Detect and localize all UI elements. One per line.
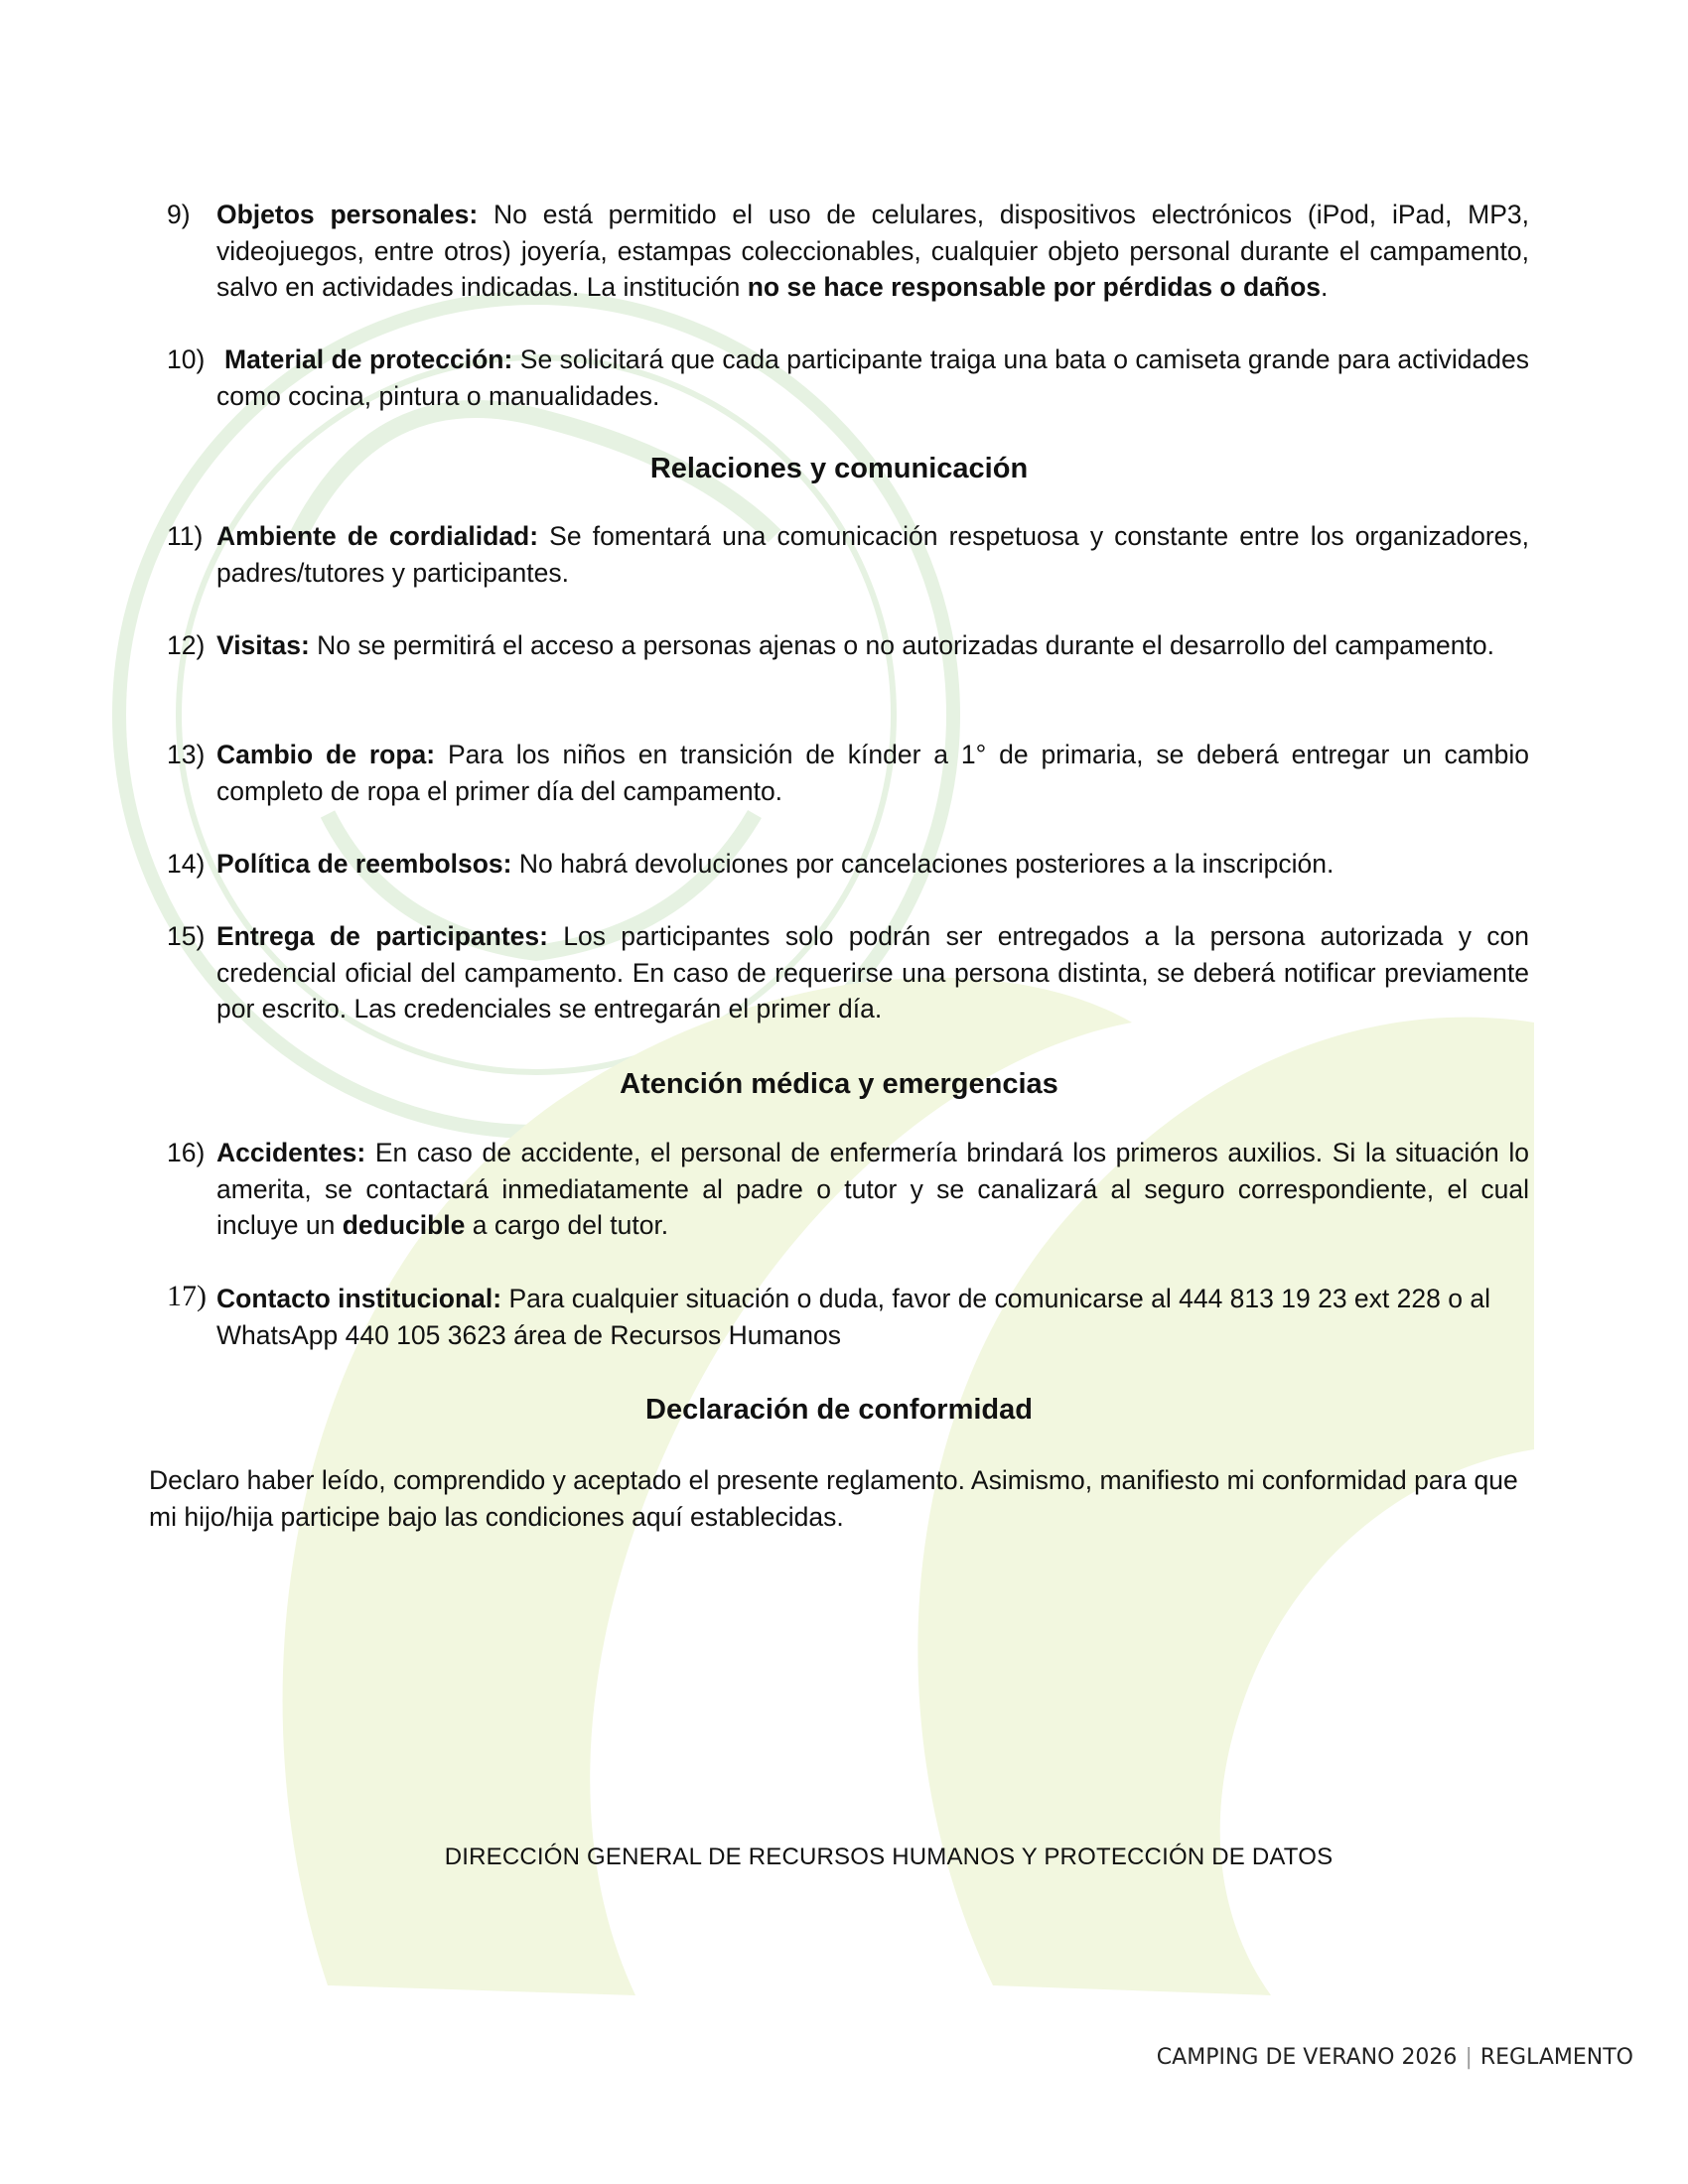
item-title: Visitas: [216, 630, 310, 660]
declaration-paragraph: Declaro haber leído, comprendido y aceptado el presente reglamento. Asimismo, manifiesto mi conformidad para que mi hijo/hija participe bajo las condiciones aquí establecidas. [149, 1465, 1518, 1532]
item-title: Política de reembolsos: [216, 849, 512, 879]
item-body: No habrá devoluciones por cancelaciones posteriores a la inscripción. [511, 849, 1335, 879]
item-number: 17) [167, 1280, 207, 1312]
rule-item-10 [167, 341, 1529, 414]
item-text [216, 737, 1529, 809]
footer-title: CAMPING DE VERANO 2026 [1156, 2045, 1458, 2070]
rule-item-9 [167, 197, 1529, 306]
item-text [216, 627, 1529, 664]
item-text [216, 918, 1529, 1027]
item-text [216, 341, 1529, 414]
item-title: Objetos personales: [216, 200, 479, 229]
item-body: En caso de accidente, el personal de enfermería brindará los primeros auxilios. Si la situación lo amerita, se contactará inmediatamente al padre o tutor y se canalizará al seguro correspondiente, el cual incluye un [216, 1138, 1529, 1240]
item-title: Accidentes: [216, 1138, 366, 1167]
rule-item-16 [167, 1135, 1529, 1244]
item-title: Contacto institucional: [216, 1284, 502, 1313]
department-name: DIRECCIÓN GENERAL DE RECURSOS HUMANOS Y PROTECCIÓN DE DATOS [444, 1843, 1334, 1870]
section-heading-relaciones: Relaciones y comunicación [649, 453, 1029, 484]
rule-item-11 [167, 518, 1529, 591]
item-title: Material de protección: [224, 344, 513, 374]
item-emphasis: no se hace responsable por pérdidas o daños [747, 272, 1322, 302]
item-body: Para cualquier situación o duda, favor de comunicarse al 444 813 19 23 ext 228 o al WhatsApp 440 105 3623 área de Recursos Humanos [216, 1284, 1490, 1350]
item-text [216, 1135, 1529, 1244]
item-number: 11) [167, 521, 204, 551]
item-number: 10) [167, 344, 206, 374]
item-number: 12) [167, 630, 206, 660]
rule-item-13 [167, 737, 1529, 809]
item-body: Se solicitará que cada participante traiga una bata o camiseta grande para actividades como cocina, pintura o manualidades. [216, 344, 1529, 411]
item-text [216, 1281, 1529, 1353]
item-title: Cambio de ropa: [216, 740, 436, 769]
item-title: Ambiente de cordialidad: [216, 521, 539, 551]
item-text [216, 846, 1529, 883]
item-number: 14) [167, 849, 206, 879]
section-heading-atencion: Atención médica y emergencias [620, 1068, 1058, 1100]
page-footer [1157, 2043, 1633, 2073]
item-body: Los participantes solo podrán ser entregados a la persona autorizada y con credencial oficial del campamento. En caso de requerirse una persona distinta, se deberá notificar previamente por escrito. Las credenciales se entregarán el primer día. [216, 921, 1530, 1024]
rule-item-12 [167, 627, 1529, 664]
item-body: . [1321, 272, 1329, 302]
item-emphasis: deducible [342, 1210, 466, 1240]
item-number: 13) [167, 740, 206, 769]
footer-separator: | [1465, 2045, 1473, 2070]
item-text [216, 197, 1529, 306]
item-body: Para los niños en transición de kínder a 1° de primaria, se deberá entregar un cambio completo de ropa el primer día del campamento. [216, 740, 1529, 806]
item-body: No se permitirá el acceso a personas ajenas o no autorizadas durante el desarrollo del campamento. [309, 630, 1494, 660]
item-body: a cargo del tutor. [465, 1210, 669, 1240]
item-body: Se fomentará una comunicación respetuosa y constante entre los organizadores, padres/tutores y participantes. [216, 521, 1529, 588]
rule-item-14 [167, 846, 1529, 883]
item-number: 16) [167, 1138, 206, 1167]
section-heading-declaracion: Declaración de conformidad [645, 1394, 1033, 1426]
rule-item-15 [167, 918, 1529, 1027]
item-body: No está permitido el uso de celulares, dispositivos electrónicos (iPod, iPad, MP3, videojuegos, entre otros) joyería, estampas coleccionables, cualquier objeto personal durante el campamento, salvo en actividades indicadas. La institución [216, 200, 1530, 302]
footer-section: REGLAMENTO [1479, 2045, 1633, 2070]
item-number: 9) [167, 200, 191, 229]
rule-item-17 [167, 1281, 1529, 1353]
item-number: 15) [167, 921, 206, 951]
item-text [216, 518, 1529, 591]
item-title: Entrega de participantes: [216, 921, 548, 951]
